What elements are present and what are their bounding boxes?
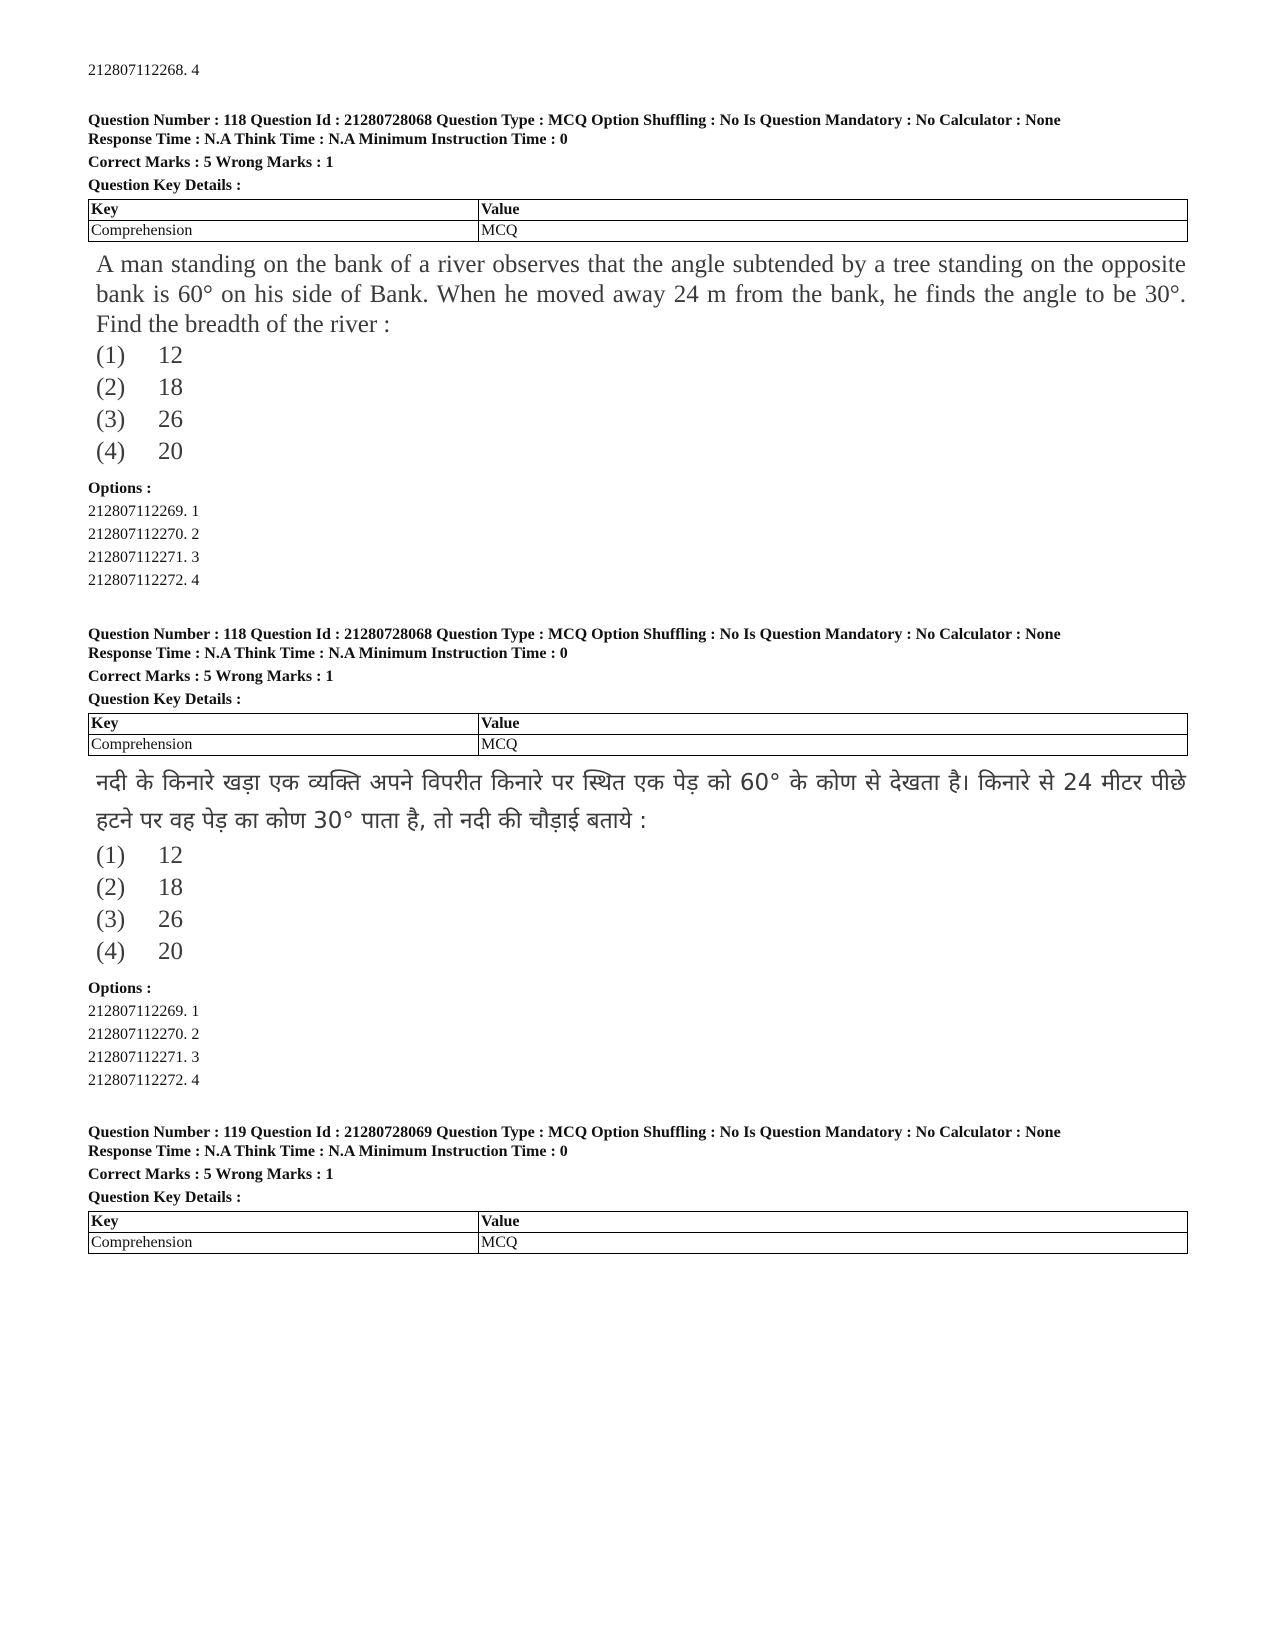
question-meta-line2: Response Time : N.A Think Time : N.A Minimum Instruction Time : 0 bbox=[88, 645, 568, 662]
question-block-2 bbox=[88, 625, 1188, 1092]
option-id: 212807112271. 3 bbox=[88, 549, 200, 566]
table-cell-key: Comprehension bbox=[89, 735, 479, 756]
choice-value: 18 bbox=[158, 874, 183, 901]
key-details-table bbox=[88, 199, 1188, 242]
question-meta-line2: Response Time : N.A Think Time : N.A Minimum Instruction Time : 0 bbox=[88, 131, 568, 148]
choice-number: (3) bbox=[96, 406, 126, 433]
top-option-reference: 212807112268. 4 bbox=[88, 62, 200, 79]
option-id: 212807112270. 2 bbox=[88, 1026, 200, 1043]
options-label: Options : bbox=[88, 480, 152, 497]
choice-value: 12 bbox=[158, 842, 183, 869]
table-row bbox=[89, 1233, 1188, 1254]
question-meta-line1: Question Number : 118 Question Id : 21280728068 Question Type : MCQ Option Shuffling : No Is Question Mandatory : No Calculator : None bbox=[88, 626, 1061, 643]
question-meta-line1: Question Number : 119 Question Id : 21280728069 Question Type : MCQ Option Shuffling : No Is Question Mandatory : No Calculator : None bbox=[88, 1124, 1061, 1141]
choice-number: (3) bbox=[96, 906, 126, 933]
marks-line: Correct Marks : 5 Wrong Marks : 1 bbox=[88, 1166, 334, 1183]
option-id: 212807112272. 4 bbox=[88, 1072, 200, 1089]
table-cell-value: MCQ bbox=[479, 221, 1188, 242]
table-cell-key: Comprehension bbox=[89, 221, 479, 242]
choice-value: 12 bbox=[158, 342, 183, 369]
table-header-key: Key bbox=[89, 714, 479, 735]
table-header-row bbox=[89, 1212, 1188, 1233]
choice-value: 20 bbox=[158, 938, 183, 965]
table-cell-value: MCQ bbox=[479, 735, 1188, 756]
option-id: 212807112269. 1 bbox=[88, 1003, 200, 1020]
table-cell-value: MCQ bbox=[479, 1233, 1188, 1254]
key-details-table bbox=[88, 1211, 1188, 1254]
choice-value: 26 bbox=[158, 406, 183, 433]
question-meta-line1: Question Number : 118 Question Id : 21280728068 Question Type : MCQ Option Shuffling : No Is Question Mandatory : No Calculator : None bbox=[88, 112, 1061, 129]
key-details-label: Question Key Details : bbox=[88, 691, 242, 708]
question-block-3 bbox=[88, 1123, 1188, 1254]
choice-3 bbox=[88, 404, 1188, 436]
choice-number: (4) bbox=[96, 438, 126, 465]
options-label: Options : bbox=[88, 980, 152, 997]
table-header-key: Key bbox=[89, 200, 479, 221]
question-image bbox=[88, 250, 1188, 468]
choice-value: 20 bbox=[158, 438, 183, 465]
choice-number: (2) bbox=[96, 874, 126, 901]
option-id: 212807112269. 1 bbox=[88, 503, 200, 520]
table-header-row bbox=[89, 714, 1188, 735]
question-image bbox=[88, 764, 1188, 968]
choice-number: (1) bbox=[96, 842, 126, 869]
choice-value: 18 bbox=[158, 374, 183, 401]
question-block-1 bbox=[88, 111, 1188, 592]
question-text: नदी के किनारे खड़ा एक व्यक्ति अपने विपरीत किनारे पर स्थित एक पेड़ को 60° के कोण से देखता है। किनारे से 24 मीटर पीछे हटने पर वह पेड़ का कोण 30° पाता है, तो नदी की चौड़ाई बताये : bbox=[96, 770, 1186, 834]
marks-line: Correct Marks : 5 Wrong Marks : 1 bbox=[88, 668, 334, 685]
choice-3 bbox=[88, 904, 1188, 936]
question-meta-line2: Response Time : N.A Think Time : N.A Minimum Instruction Time : 0 bbox=[88, 1143, 568, 1160]
choice-1 bbox=[88, 340, 1188, 372]
choice-number: (1) bbox=[96, 342, 126, 369]
table-header-value: Value bbox=[479, 200, 1188, 221]
key-details-table bbox=[88, 713, 1188, 756]
marks-line: Correct Marks : 5 Wrong Marks : 1 bbox=[88, 154, 334, 171]
option-id: 212807112270. 2 bbox=[88, 526, 200, 543]
table-header-value: Value bbox=[479, 714, 1188, 735]
key-details-label: Question Key Details : bbox=[88, 177, 242, 194]
question-text: A man standing on the bank of a river observes that the angle subtended by a tree standing on the opposite bank is 60° on his side of Bank. When he moved away 24 m from the bank, he finds the angle to be 30°. Find the breadth of the river : bbox=[96, 251, 1186, 338]
choice-4 bbox=[88, 436, 1188, 468]
key-details-label: Question Key Details : bbox=[88, 1189, 242, 1206]
choice-number: (4) bbox=[96, 938, 126, 965]
table-row bbox=[89, 735, 1188, 756]
choice-2 bbox=[88, 372, 1188, 404]
choice-1 bbox=[88, 840, 1188, 872]
choice-value: 26 bbox=[158, 906, 183, 933]
table-header-key: Key bbox=[89, 1212, 479, 1233]
table-header-value: Value bbox=[479, 1212, 1188, 1233]
table-header-row bbox=[89, 200, 1188, 221]
choice-2 bbox=[88, 872, 1188, 904]
option-id: 212807112272. 4 bbox=[88, 572, 200, 589]
choice-4 bbox=[88, 936, 1188, 968]
option-id: 212807112271. 3 bbox=[88, 1049, 200, 1066]
choice-number: (2) bbox=[96, 374, 126, 401]
table-row bbox=[89, 221, 1188, 242]
table-cell-key: Comprehension bbox=[89, 1233, 479, 1254]
